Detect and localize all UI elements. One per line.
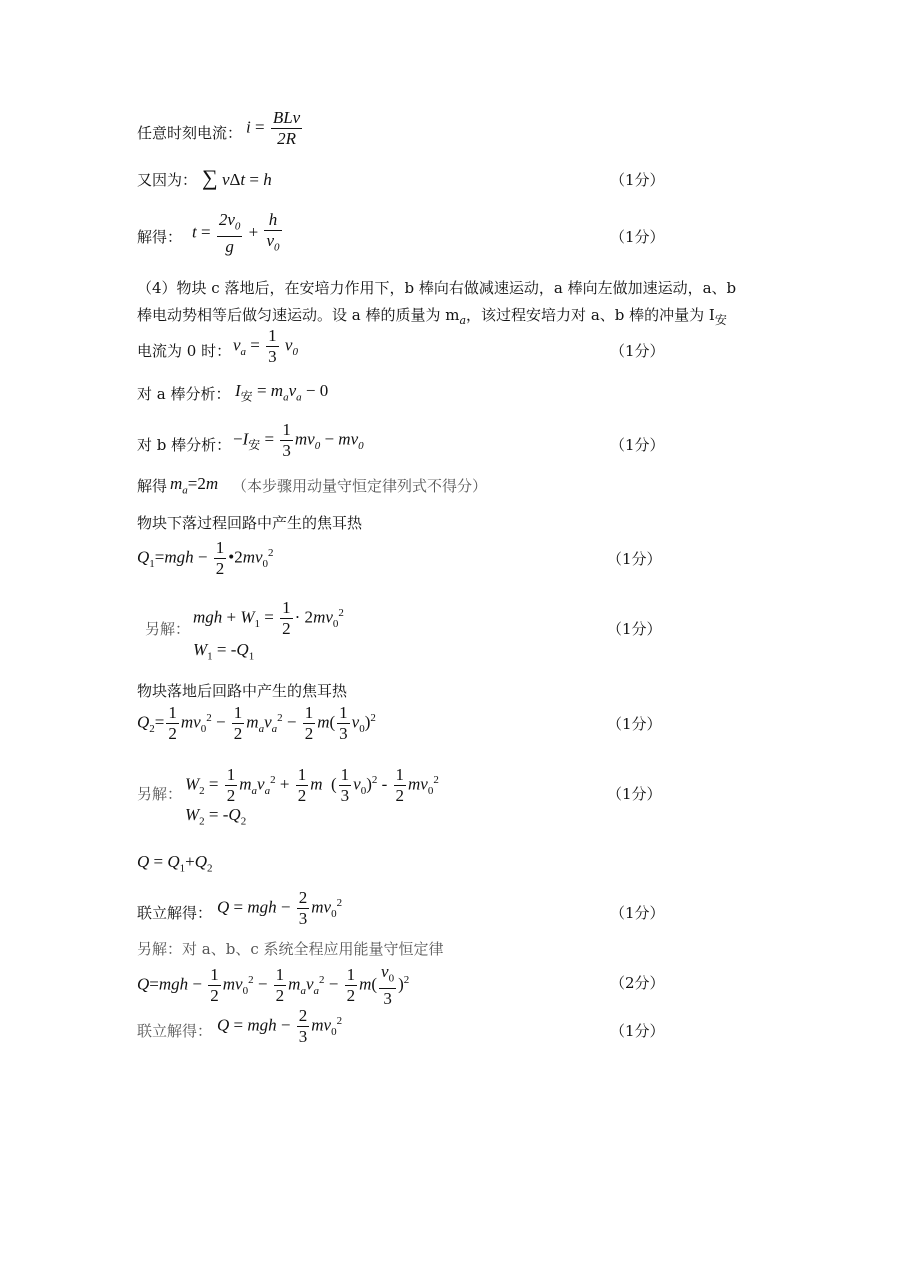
score-mark: （1分） <box>610 436 665 454</box>
time-formula: t = $\frac{2v_0}{g}$ + $\frac{h}{v_0}$ <box>192 210 280 257</box>
alt-formula-2: $W_1 = -Q_1$ <box>193 640 255 663</box>
q-final-formula-2: Q = mgh − $\frac{2}{3}$ $mv_0^2$ <box>217 1006 343 1046</box>
energy-formula: Q=mgh − $\frac{1}{2}$ $mv_0^2$ − $\frac{1}{2}$ $m_av_a^2$ − $\frac{1}{2}$ m( $\frac{v_0}{3}$ )$^2$ <box>137 962 410 1009</box>
note-text: （本步骤用动量守恒定律列式不得分） <box>232 477 488 495</box>
score-mark: （1分） <box>610 904 665 922</box>
sum-label: 又因为： <box>137 171 198 189</box>
score-mark: （1分） <box>610 1022 665 1040</box>
score-mark: （1分） <box>610 228 665 246</box>
current-label: 任意时刻电流： <box>137 124 243 142</box>
alt-formula-4: $W_2 = -Q_2$ <box>185 805 247 828</box>
q-sum-formula: $Q = Q_1+Q_2$ <box>137 852 213 875</box>
b-rod-formula: $-I_安$ = $\frac{1}{3}$ $mv_0 - mv_0$ <box>233 420 364 460</box>
heat-title-2-text: 物块落地后回路中产生的焦耳热 <box>137 682 348 700</box>
score-mark: （2分） <box>610 974 665 992</box>
alt-formula-1: mgh + $W_1$ = $\frac{1}{2}$ · $2mv_0^2$ <box>193 598 344 638</box>
alt-label: 另解： <box>137 785 183 803</box>
q1-formula: $Q_1=mgh$ − $\frac{1}{2}$ $•2mv_0^2$ <box>137 538 274 578</box>
solve-label: 解得 <box>137 477 168 495</box>
va-formula: $v_a$ = $\frac{1}{3}$ $v_0$ <box>233 326 298 366</box>
b-rod-label: 对 b 棒分析： <box>137 436 232 454</box>
a-rod-formula: $I_安 = m_av_a - 0$ <box>235 381 329 404</box>
sum-formula: ∑ vΔt = h <box>202 165 272 190</box>
q2-formula: $Q_2=$ $\frac{1}{2}$ $mv_0^2$ − $\frac{1}{2}$ $m_av_a^2$ − $\frac{1}{2}$ m( $\frac{1}{3}$ $v_0)^2$ <box>137 703 376 743</box>
zero-current-label: 电流为 0 时： <box>137 342 232 360</box>
current-formula: i = $\frac{\text{BLv}}{2R}$ <box>246 108 301 148</box>
combine-label: 联立解得： <box>137 904 213 922</box>
score-mark: （1分） <box>610 342 665 360</box>
combine-label: 联立解得： <box>137 1022 213 1040</box>
alt-label: 另解： <box>145 620 191 638</box>
heat-title-1-text: 物块下落过程回路中产生的焦耳热 <box>137 514 363 532</box>
alt-energy-text: 另解：对 a、b、c 系统全程应用能量守恒定律 <box>137 940 444 958</box>
part4-text-line1: （4）物块 c 落地后，在安培力作用下，b 棒向右做减速运动，a 棒向左做加速运动，a、b <box>137 279 737 297</box>
a-rod-label: 对 a 棒分析： <box>137 385 231 403</box>
score-mark: （1分） <box>607 785 662 803</box>
solve-label: 解得： <box>137 228 183 246</box>
score-mark: （1分） <box>610 171 665 189</box>
score-mark: （1分） <box>607 715 662 733</box>
score-mark: （1分） <box>607 550 662 568</box>
alt-formula-3: $W_2$ = $\frac{1}{2}$ $m_av_a^2$ + $\frac{1}{2}$ m ( $\frac{1}{3}$ $v_0)^2$ - $\frac{1}{2}$ $mv_0^2$ <box>185 765 439 805</box>
score-mark: （1分） <box>607 620 662 638</box>
q-final-formula: Q = mgh − $\frac{2}{3}$ $mv_0^2$ <box>217 888 343 928</box>
ma-formula: $m_a=2m$ <box>170 474 219 497</box>
part4-text-line2: 棒电动势相等后做匀速运动。设 a 棒的质量为 $m_a$，该过程安培力对 a、b 棒的冲量为 $I_安$ <box>137 306 727 327</box>
